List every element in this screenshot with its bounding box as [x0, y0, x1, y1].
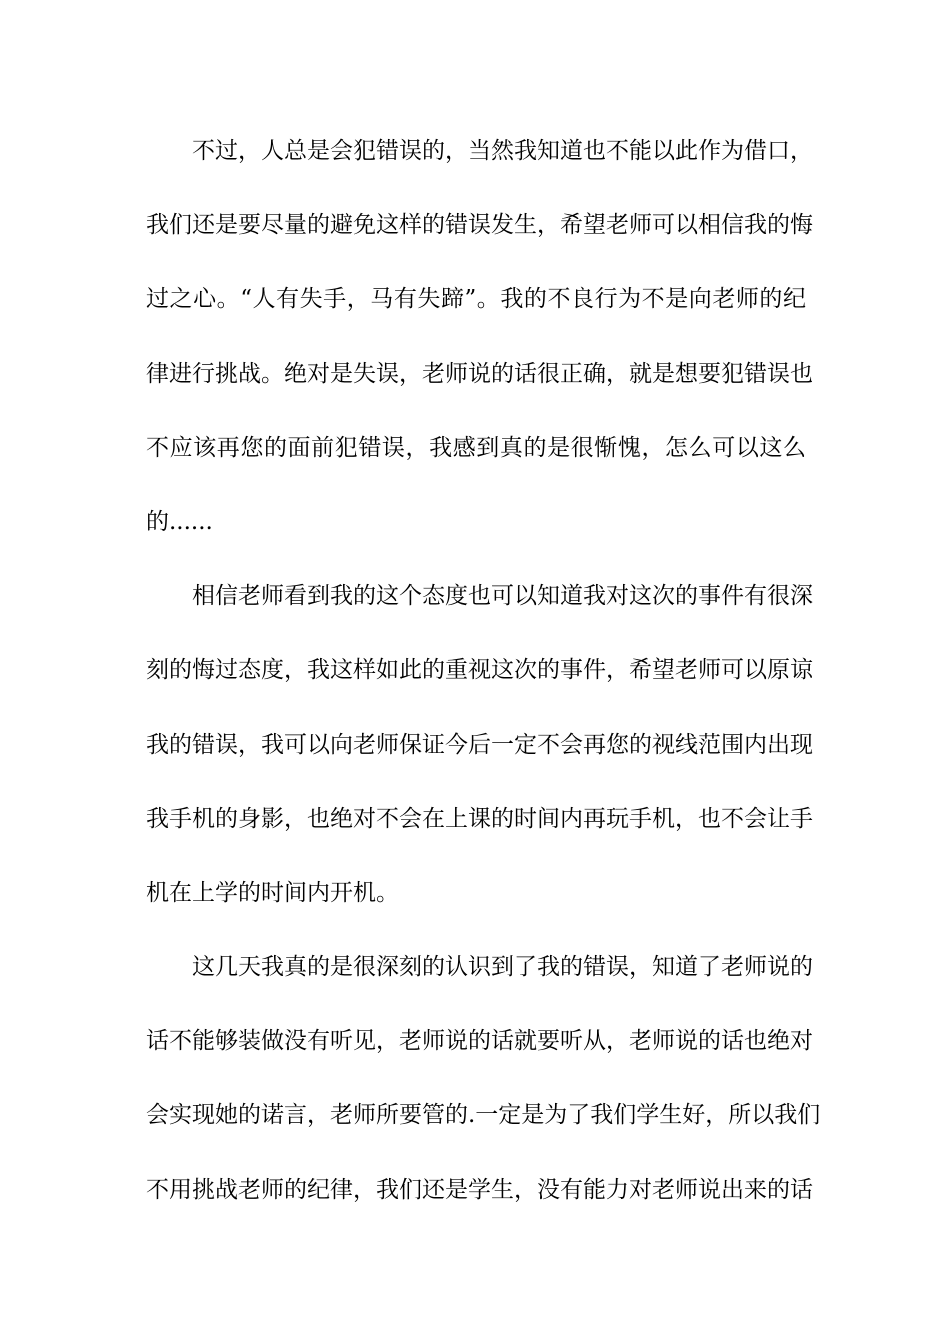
text-line: 律进行挑战。绝对是失误，老师说的话很正确，就是想要犯错误也	[146, 360, 813, 387]
paragraph-3	[146, 942, 821, 1239]
text-line: 刻的悔过态度，我这样如此的重视这次的事件，希望老师可以原谅	[146, 657, 813, 684]
document-body	[146, 126, 821, 1239]
text-line: 机在上学的时间内开机。	[146, 879, 399, 906]
text-line: 我们还是要尽量的避免这样的错误发生，希望老师可以相信我的悔	[146, 212, 813, 239]
text-line: 过之心。“人有失手，马有失蹄”。我的不良行为不是向老师的纪	[146, 286, 806, 313]
text-line: 我的错误，我可以向老师保证今后一定不会再您的视线范围内出现	[146, 731, 813, 758]
paragraph-1	[146, 126, 813, 571]
text-line: 相信老师看到我的这个态度也可以知道我对这次的事件有很深	[192, 583, 813, 610]
text-line: 会实现她的诺言，老师所要管的.一定是为了我们学生好，所以我们	[146, 1102, 821, 1129]
text-line: 我手机的身影，也绝对不会在上课的时间内再玩手机，也不会让手	[146, 805, 813, 832]
text-line: 不用挑战老师的纪律，我们还是学生，没有能力对老师说出来的话	[146, 1176, 813, 1203]
text-line: 的......	[146, 508, 213, 535]
text-line: 这几天我真的是很深刻的认识到了我的错误，知道了老师说的	[192, 954, 813, 981]
text-line: 不应该再您的面前犯错误，我感到真的是很惭愧，怎么可以这么	[146, 434, 806, 461]
paragraph-2	[146, 571, 813, 942]
text-line: 不过，人总是会犯错误的，当然我知道也不能以此作为借口，	[192, 138, 813, 164]
text-line: 话不能够装做没有听见，老师说的话就要听从，老师说的话也绝对	[146, 1028, 813, 1055]
